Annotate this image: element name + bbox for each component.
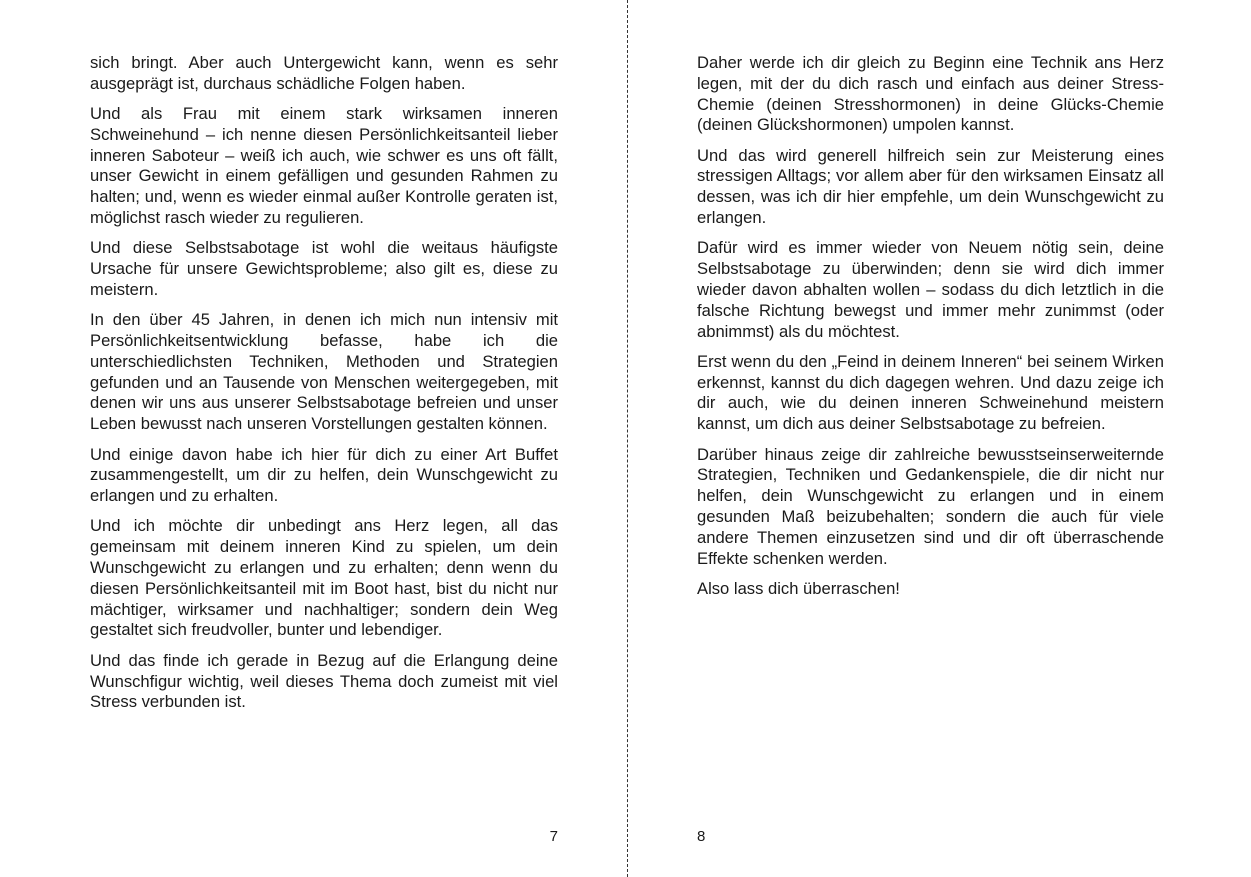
page-fold-divider: [627, 0, 628, 877]
paragraph: Und das finde ich gerade in Bezug auf die Erlangung deine Wunschfigur wichtig, weil dieses Thema doch zumeist mit viel Stress verbunden ist.: [90, 650, 558, 712]
page-number-left: 7: [549, 828, 558, 845]
paragraph: sich bringt. Aber auch Untergewicht kann, wenn es sehr ausgeprägt ist, durchaus schädliche Folgen haben.: [90, 53, 558, 93]
right-page: [697, 0, 1164, 877]
paragraph: Und einige davon habe ich hier für dich zu einer Art Buffet zusammengestellt, um dir zu helfen, dein Wunschgewicht zu erlangen und zu erhalten.: [90, 444, 558, 506]
left-page-text: [90, 53, 558, 723]
paragraph: Daher werde ich dir gleich zu Beginn eine Technik ans Herz legen, mit der du dich rasch und einfach aus deiner Stress-Chemie (deinen Stresshormonen) in deine Glücks-Chemie (deinen Glückshormonen) umpolen kannst.: [697, 53, 1164, 135]
paragraph: Und ich möchte dir unbedingt ans Herz legen, all das gemeinsam mit deinem inneren Kind zu spielen, um dein Wunschgewicht zu erlangen und zu erhalten; denn wenn du diesen Persönlichkeitsanteil mit im Boot hast, bist du nicht nur mächtiger, wirksamer und nachhaltiger; sondern dein Weg gestaltet sich freudvoller, bunter und lebendiger.: [90, 516, 558, 640]
page-number-right: 8: [697, 828, 706, 845]
paragraph: Erst wenn du den „Feind in deinem Inneren“ bei seinem Wirken erkennst, kannst du dich dagegen wehren. Und dazu zeige ich dir auch, wie du deinen inneren Schweinehund meistern kannst, um dich aus deiner Selbstsabotage zu befreien.: [697, 351, 1164, 434]
paragraph: Und als Frau mit einem stark wirksamen inneren Schweinehund – ich nenne diesen Persönlichkeitsanteil lieber inneren Saboteur – weiß ich auch, wie schwer es uns oft fällt, unser Gewicht in einem gefälligen und gesunden Rahmen zu halten; und, wenn es wieder einmal außer Kontrolle geraten ist, möglichst rasch wieder zu regulieren.: [90, 104, 558, 228]
paragraph: Also lass dich überraschen!: [697, 578, 900, 598]
paragraph: Und diese Selbstsabotage ist wohl die weitaus häufigste Ursache für unsere Gewichtsprobleme; also gilt es, diese zu meistern.: [90, 238, 558, 299]
left-page: [90, 0, 558, 877]
paragraph: Darüber hinaus zeige dir zahlreiche bewusstseinserweiternde Strategien, Techniken und Gedankenspiele, die dir nicht nur helfen, dein Wunschgewicht zu erlangen und in einem gesunden Maß beizubehalten; sondern die auch für viele andere Themen einzusetzen sind und dir oft überraschende Effekte schenken werden.: [697, 444, 1164, 568]
paragraph: In den über 45 Jahren, in denen ich mich nun intensiv mit Persönlichkeitsentwicklung befasse, habe ich die unterschiedlichsten Techniken, Methoden und Strategien gefunden und an Tausende von Menschen weitergegeben, mit denen wir uns aus unserer Selbstsabotage befreien und unser Leben bewusst nach unseren Vorstellungen gestalten können.: [90, 310, 558, 434]
paragraph: Und das wird generell hilfreich sein zur Meisterung eines stressigen Alltags; vor allem aber für den wirksamen Einsatz all dessen, was ich dir hier empfehle, um dein Wunschgewicht zu erlangen.: [697, 145, 1164, 228]
right-page-text: [697, 53, 1164, 609]
paragraph: Dafür wird es immer wieder von Neuem nötig sein, deine Selbstsabotage zu überwinden; denn sie wird dich immer wieder davon abhalten wollen – sodass du dich letztlich in die falsche Richtung bewegst und immer mehr zunimmst (oder abnimmst) als du möchtest.: [697, 238, 1164, 341]
